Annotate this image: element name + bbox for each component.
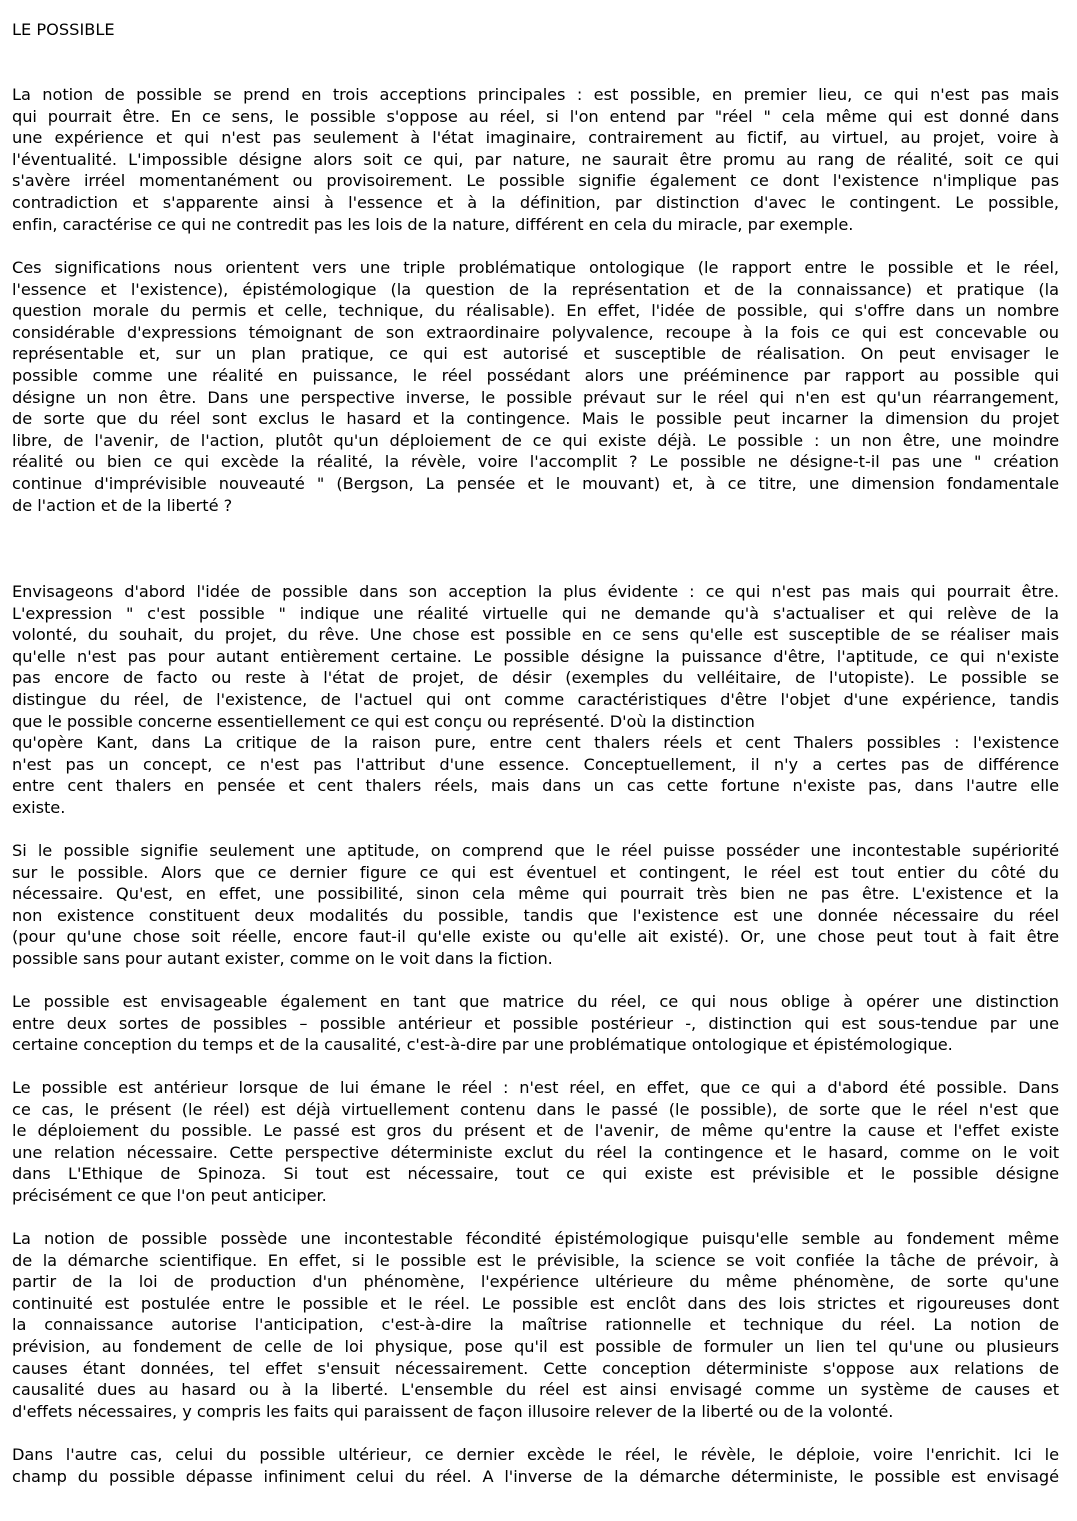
paragraph-4 — [12, 840, 1059, 970]
text-line: précisément ce que l'on peut anticiper. — [12, 1185, 327, 1205]
text-line: Ces significations nous orientent vers une triple problématique ontologique (le rapport entre le possible et le réel, — [12, 258, 1059, 277]
text-line: dans L'Ethique de Spinoza. Si tout est nécessaire, tout ce qui existe est prévisible et le possible désigne — [12, 1164, 1059, 1184]
text-line: volonté, du souhait, du projet, du rêve. Une chose est possible en ce sens qu'elle est susceptible de se réaliser mais — [12, 625, 1059, 645]
text-line: la connaissance autorise l'anticipation, c'est-à-dire la maîtrise rationnelle et technique du réel. La notion de — [12, 1315, 1059, 1335]
text-line: question morale du permis et celle, technique, du réalisable). En effet, l'idée de possible, qui s'offre dans un nombre — [12, 301, 1059, 321]
text-line: causalité dues au hasard ou à la liberté. L'ensemble du réel est ainsi envisagé comme un système de causes et — [12, 1380, 1059, 1400]
text-line: de la démarche scientifique. En effet, si le possible est le prévisible, la science se voit confiée la tâche de prévoir, à — [12, 1250, 1059, 1270]
text-line: possible sans pour autant exister, comme on le voit dans la fiction. — [12, 948, 553, 968]
text-line: désigne un non être. Dans une perspective inverse, le possible prévaut sur le réel qui n'en est qu'un réarrangement, — [12, 387, 1059, 407]
text-line: d'effets nécessaires, y compris les faits qui paraissent de façon illusoire relever de la liberté ou de la volonté. — [12, 1401, 894, 1421]
text-line: causes étant données, tel effet s'ensuit nécessairement. Cette conception déterministe s'oppose aux relations de — [12, 1358, 1059, 1378]
text-line: ce cas, le présent (le réel) est déjà virtuellement contenu dans le passé (le possible), de sorte que le réel n'est que — [12, 1099, 1059, 1119]
paragraph-7 — [12, 1228, 1059, 1422]
text-line: n'est pas un concept, ce n'est pas l'attribut d'une essence. Conceptuellement, il n'y a certes pas de différence — [12, 754, 1059, 774]
text-line: Le possible est antérieur lorsque de lui émane le réel : n'est réel, en effet, que ce qui a d'abord été possible. Dans — [12, 1078, 1059, 1097]
text-line: réalité ou bien ce qui excède la réalité, la révèle, voire l'accomplit ? Le possible ne désigne-t-il pas une " création — [12, 452, 1059, 472]
paragraph-8 — [12, 1444, 1059, 1487]
text-line: l'essence et l'existence), épistémologique (la question de la représentation et de la connaissance) et pratique (la — [12, 279, 1059, 299]
text-line: Le possible est envisageable également en tant que matrice du réel, ce qui nous oblige à opérer une distinction — [12, 992, 1059, 1011]
text-line: continue d'imprévisible nouveauté " (Bergson, La pensée et le mouvant) et, à ce titre, une dimension fondamentale — [12, 473, 1059, 493]
text-line: partir de la loi de production d'un phénomène, l'expérience ultérieure du même phénomène, de sorte qu'une — [12, 1272, 1059, 1292]
text-line: L'expression " c'est possible " indique une réalité virtuelle qui ne demande qu'à s'actualiser et qui relève de la — [12, 603, 1059, 623]
text-line: non existence constituent deux modalités du possible, tandis que l'existence est une donnée nécessaire du réel — [12, 905, 1059, 925]
text-line: continuité est postulée entre le possible et le réel. Le possible est enclôt dans des lois strictes et rigoureuses dont — [12, 1293, 1059, 1313]
paragraph-1 — [12, 84, 1059, 235]
text-line: champ du possible dépasse infiniment celui du réel. A l'inverse de la démarche déterministe, le possible est envisagé — [12, 1466, 1059, 1486]
paragraph-2 — [12, 257, 1059, 516]
text-line: entre deux sortes de possibles – possible antérieur et possible postérieur -, distinction qui est sous-tendue par une — [12, 1013, 1059, 1033]
text-line: qu'elle n'est pas pour autant entièrement certaine. Le possible désigne la puissance d'être, l'aptitude, ce qui n'existe — [12, 646, 1059, 666]
text-line: sur le possible. Alors que ce dernier figure ce qui est éventuel et contingent, le réel est tout entier du côté du — [12, 862, 1059, 882]
text-line: considérable d'expressions témoignant de son extraordinaire polyvalence, recoupe à la fois ce qui est concevable ou — [12, 322, 1059, 342]
paragraph-5 — [12, 991, 1059, 1056]
text-line: contradiction et s'apparente ainsi à l'essence et à la définition, par distinction d'avec le contingent. Le possible, — [12, 192, 1059, 212]
text-line: prévision, au fondement de celle de loi physique, pose qu'il est possible de formuler un lien tel qu'une ou plusieurs — [12, 1336, 1059, 1356]
paragraph-6 — [12, 1077, 1059, 1207]
text-line: certaine conception du temps et de la causalité, c'est-à-dire par une problématique ontologique et épistémologique. — [12, 1035, 953, 1055]
text-line: qu'opère Kant, dans La critique de la raison pure, entre cent thalers réels et cent Thalers possibles : l'existence — [12, 733, 1059, 753]
text-line: de sorte que du réel sont exclus le hasard et la contingence. Mais le possible peut incarner la dimension du projet — [12, 409, 1059, 429]
text-line: le déploiement du possible. Le passé est gros du présent et de l'avenir, de même qu'entre la cause et l'effet existe — [12, 1121, 1059, 1141]
text-line: l'éventualité. L'impossible désigne alors soit ce qui, par nature, ne saurait être promu au rang de réalité, soit ce qui — [12, 149, 1059, 169]
text-line: représentable et, sur un plan pratique, ce qui est autorisé et susceptible de réalisation. On peut envisager le — [12, 344, 1059, 364]
text-line: qui pourrait être. En ce sens, le possible s'oppose au réel, si l'on entend par "réel " cela même qui est donné dans — [12, 106, 1059, 126]
text-line: Dans l'autre cas, celui du possible ultérieur, ce dernier excède le réel, le révèle, le déploie, voire l'enrichit. Ici le — [12, 1445, 1059, 1464]
paragraph-3 — [12, 581, 1059, 819]
text-line: de l'action et de la liberté ? — [12, 495, 233, 515]
text-line: enfin, caractérise ce qui ne contredit pas les lois de la nature, différent en cela du miracle, par exemple. — [12, 214, 854, 234]
text-line: distingue du réel, de l'existence, de l'actuel qui ont comme caractéristiques d'être l'objet d'une expérience, tandis — [12, 689, 1059, 709]
text-line: entre cent thalers en pensée et cent thalers réels, mais dans un cas cette fortune n'existe pas, dans l'autre elle — [12, 776, 1059, 796]
text-line: (pour qu'une chose soit réelle, encore faut-il qu'elle existe ou qu'elle ait existé). Or, une chose peut tout à fait être — [12, 927, 1059, 947]
text-line: pas encore de facto ou reste à l'état de projet, de désir (exemples du velléitaire, de l'utopiste). Le possible se — [12, 668, 1059, 688]
text-line: s'avère irréel momentanément ou provisoirement. Le possible signifie également ce dont l'existence n'implique pas — [12, 171, 1059, 191]
text-line: nécessaire. Qu'est, en effet, une possibilité, sinon cela même qui pourrait très bien ne pas être. L'existence et la — [12, 884, 1059, 904]
text-line: que le possible concerne essentiellement ce qui est conçu ou représenté. D'où la distinction — [12, 711, 755, 731]
text-line: La notion de possible possède une incontestable fécondité épistémologique puisqu'elle semble au fondement même — [12, 1229, 1059, 1248]
text-line: existe. — [12, 797, 66, 817]
text-line: une expérience et qui n'est pas seulement à l'état imaginaire, contrairement au fictif, au virtuel, au projet, voire à — [12, 128, 1059, 148]
document-title: LE POSSIBLE — [12, 20, 115, 39]
text-line: Si le possible signifie seulement une aptitude, on comprend que le réel puisse posséder une incontestable supériorité — [12, 841, 1059, 860]
text-line: La notion de possible se prend en trois acceptions principales : est possible, en premier lieu, ce qui n'est pas mais — [12, 85, 1059, 104]
text-line: libre, de l'avenir, de l'action, plutôt qu'un déploiement de ce qui existe déjà. Le possible : un non être, une moindre — [12, 430, 1059, 450]
text-line: une relation nécessaire. Cette perspective déterministe exclut du réel la contingence et le hasard, comme on le voit — [12, 1142, 1059, 1162]
text-line: possible comme une réalité en puissance, le réel possédant alors une prééminence par rapport au possible qui — [12, 365, 1059, 385]
text-line: Envisageons d'abord l'idée de possible dans son acception la plus évidente : ce qui n'est pas mais qui pourrait être. — [12, 582, 1059, 601]
